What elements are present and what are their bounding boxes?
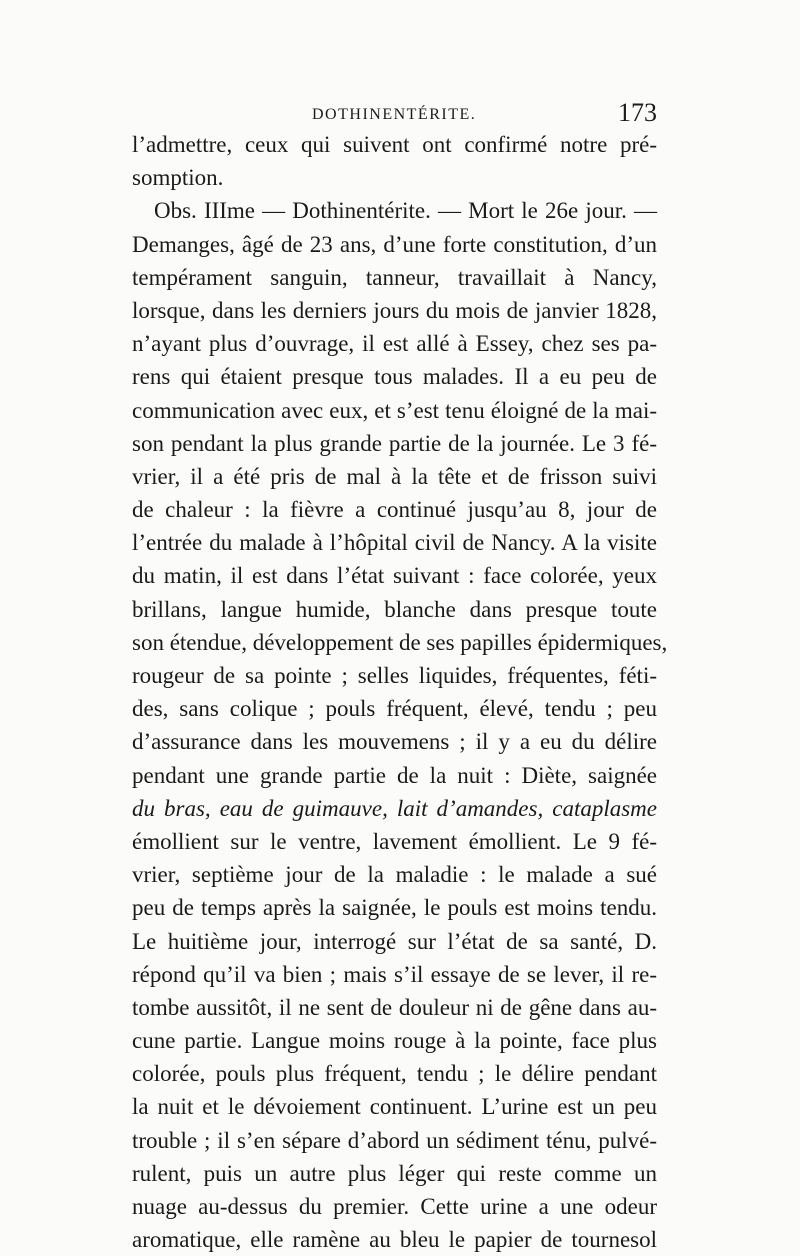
text-line-28: cune partie. Langue moins rouge à la pointe, face plus — [132, 1028, 657, 1054]
text-line-21: du bras, eau de guimauve, lait d’amandes, cataplasme — [132, 795, 657, 821]
text-line-6: lorsque, dans les derniers jours du mois de janvier 1828, — [132, 297, 657, 323]
text-line-10: son pendant la plus grande partie de la journée. Le 3 fé- — [132, 430, 657, 456]
text-line-17: rougeur de sa pointe ; selles liquides, fréquentes, féti- — [132, 663, 657, 688]
page-number: 173 — [618, 98, 657, 127]
text-line-8: rens qui étaient presque tous malades. Il a eu peu de — [132, 364, 657, 390]
text-line-29: colorée, pouls plus fréquent, tendu ; le délire pendant — [132, 1061, 657, 1087]
text-line-23: vrier, septième jour de la maladie : le malade a sué — [132, 862, 657, 888]
text-line-34: aromatique, elle ramène au bleu le papier de tournesol — [132, 1227, 657, 1253]
text-line-19: d’assurance dans les mouvemens ; il y a eu du délire — [132, 729, 657, 755]
text-line-16: son étendue, développement de ses papilles épidermiques, — [132, 629, 668, 655]
text-line-3: Obs. IIIme — Dothinentérite. — Mort le 26e jour. — — [154, 198, 657, 224]
text-line-1: l’admettre, ceux qui suivent ont confirmé notre pré- — [132, 132, 657, 157]
text-line-4: Demanges, âgé de 23 ans, d’une forte constitution, d’un — [132, 231, 657, 257]
text-line-7: n’ayant plus d’ouvrage, il est allé à Essey, chez ses pa- — [132, 331, 657, 357]
text-line-9: communication avec eux, et s’est tenu éloigné de la mai- — [132, 397, 657, 423]
text-line-15: brillans, langue humide, blanche dans presque toute — [132, 596, 657, 622]
page-header — [132, 92, 657, 132]
text-line-11: vrier, il a été pris de mal à la tête et de frisson suivi — [132, 463, 657, 489]
text-line-26: répond qu’il va bien ; mais s’il essaye de se lever, il re- — [132, 961, 657, 987]
text-line-32: rulent, puis un autre plus léger qui reste comme un — [132, 1160, 657, 1186]
text-line-18: des, sans colique ; pouls fréquent, élevé, tendu ; peu — [132, 696, 657, 722]
body-text — [132, 128, 668, 1256]
text-line-24: peu de temps après la saignée, le pouls est moins tendu. — [132, 895, 657, 921]
text-line-33: nuage au-dessus du premier. Cette urine a une odeur — [132, 1194, 657, 1219]
text-line-30: la nuit et le dévoiement continuent. L’urine est un peu — [132, 1094, 657, 1120]
text-line-13: l’entrée du malade à l’hôpital civil de Nancy. A la visite — [132, 530, 657, 556]
text-line-25: Le huitième jour, interrogé sur l’état de sa santé, D. — [132, 928, 657, 954]
text-line-12: de chaleur : la fièvre a continué jusqu’au 8, jour de — [132, 497, 657, 523]
text-line-22: émollient sur le ventre, lavement émollient. Le 9 fé- — [132, 828, 657, 854]
text-line-2: somption. — [132, 165, 224, 191]
running-head: DOTHINENTÉRITE. — [312, 106, 477, 123]
text-line-31: trouble ; il s’en sépare d’abord un sédiment ténu, pulvé- — [132, 1127, 657, 1153]
text-line-27: tombe aussitôt, il ne sent de douleur ni de gêne dans au- — [132, 994, 657, 1020]
text-line-20: pendant une grande partie de la nuit : Diète, saignée — [132, 762, 657, 788]
text-line-5: tempérament sanguin, tanneur, travaillait à Nancy, — [132, 264, 657, 290]
text-line-14: du matin, il est dans l’état suivant : face colorée, yeux — [132, 563, 657, 589]
